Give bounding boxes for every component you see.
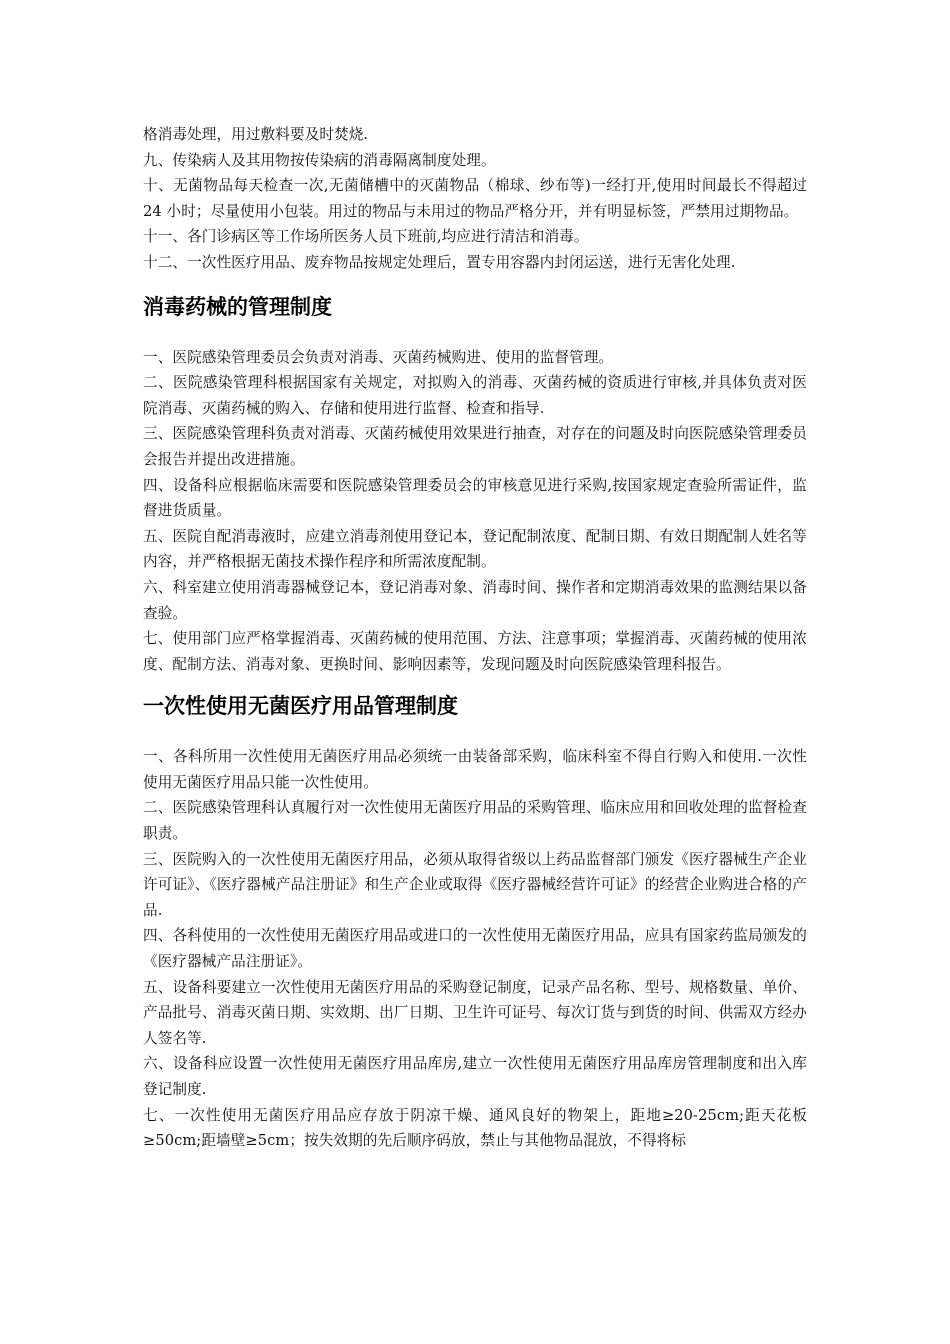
disposable-paragraph: 四、各科使用的一次性使用无菌医疗用品或进口的一次性使用无菌医疗用品，应具有国家药监局颁发的《医疗器械产品注册证》。: [143, 927, 807, 971]
disposable-paragraph: 六、设备科应设置一次性使用无菌医疗用品库房,建立一次性使用无菌医疗用品库房管理制度和出入库登记制度.: [143, 1055, 807, 1098]
disinfectant-paragraph: 七、使用部门应严格掌握消毒、灭菌药械的使用范围、方法、注意事项；掌握消毒、灭菌药械的使用浓度、配制方法、消毒对象、更换时间、影响因素等，发现问题及时向医院感染管理科报告。: [143, 630, 807, 673]
intro-paragraph: 十、无菌物品每天检查一次,无菌储槽中的灭菌物品（棉球、纱布等)一经打开,使用时间最长不得超过 24 小时；尽量使用小包装。用过的物品与未用过的物品严格分开，并有明显标签，严禁用过期物品。: [143, 177, 807, 220]
disinfectant-paragraph: 一、医院感染管理委员会负责对消毒、灭菌药械购进、使用的监督管理。: [143, 348, 614, 366]
disposable-paragraph: 一、各科所用一次性使用无菌医疗用品必须统一由装备部采购，临床科室不得自行购入和使用.一次性使用无菌医疗用品只能一次性使用。: [143, 748, 807, 791]
disinfectant-paragraph: 五、医院自配消毒液时，应建立消毒剂使用登记本，登记配制浓度、配制日期、有效日期配制人姓名等内容，并严格根据无菌技术操作程序和所需浓度配制。: [143, 527, 807, 571]
disinfectant-section: [143, 292, 807, 678]
disinfectant-paragraph: 二、医院感染管理科根据国家有关规定，对拟购入的消毒、灭菌药械的资质进行审核,并具体负责对医院消毒、灭菌药械的购入、存储和使用进行监督、检查和指导.: [143, 374, 807, 417]
disposable-paragraph: 五、设备科要建立一次性使用无菌医疗用品的采购登记制度，记录产品名称、型号、规格数量、单价、产品批号、消毒灭菌日期、实效期、出厂日期、卫生许可证号、每次订货与到货的时间、供需双方经办人签名等.: [143, 978, 807, 1047]
disinfectant-paragraph: 四、设备科应根据临床需要和医院感染管理委员会的审核意见进行采购,按国家规定查验所需证件，监督进货质量。: [143, 476, 807, 520]
document-page: [143, 122, 807, 1154]
disinfectant-paragraph: 六、科室建立使用消毒器械登记本，登记消毒对象、消毒时间、操作者和定期消毒效果的监测结果以备查验。: [143, 578, 807, 622]
disinfectant-section-title: 消毒药械的管理制度: [143, 294, 332, 319]
disposable-paragraph: 三、医院购入的一次性使用无菌医疗用品，必须从取得省级以上药品监督部门颁发《医疗器械生产企业许可证》、《医疗器械产品注册证》和生产企业或取得《医疗器械经营许可证》的经营企业购进合格的产品.: [143, 850, 807, 919]
intro-paragraph: 九、传染病人及其用物按传染病的消毒隔离制度处理。: [143, 151, 496, 169]
disposable-paragraph: 七、一次性使用无菌医疗用品应存放于阴凉干燥、通风良好的物架上，距地≥20-25cm;距天花板≥50cm;距墙壁≥5cm；按失效期的先后顺序码放，禁止与其他物品混放，不得将标: [143, 1106, 807, 1150]
intro-section: [143, 122, 807, 276]
disinfectant-paragraph: 三、医院感染管理科负责对消毒、灭菌药械使用效果进行抽查，对存在的问题及时向医院感染管理委员会报告并提出改进措施。: [143, 425, 807, 468]
disposable-paragraph: 二、医院感染管理科认真履行对一次性使用无菌医疗用品的采购管理、临床应用和回收处理的监督检查职责。: [143, 799, 807, 843]
disposable-section-title: 一次性使用无菌医疗用品管理制度: [143, 694, 458, 719]
intro-paragraph: 十一、各门诊病区等工作场所医务人员下班前,均应进行清洁和消毒。: [143, 228, 589, 246]
intro-paragraph: 十二、一次性医疗用品、废弃物品按规定处理后，置专用容器内封闭运送，进行无害化处理.: [143, 253, 736, 271]
disposable-section: [143, 691, 807, 1154]
intro-paragraph: 格消毒处理，用过敷料要及时焚烧.: [143, 126, 369, 143]
